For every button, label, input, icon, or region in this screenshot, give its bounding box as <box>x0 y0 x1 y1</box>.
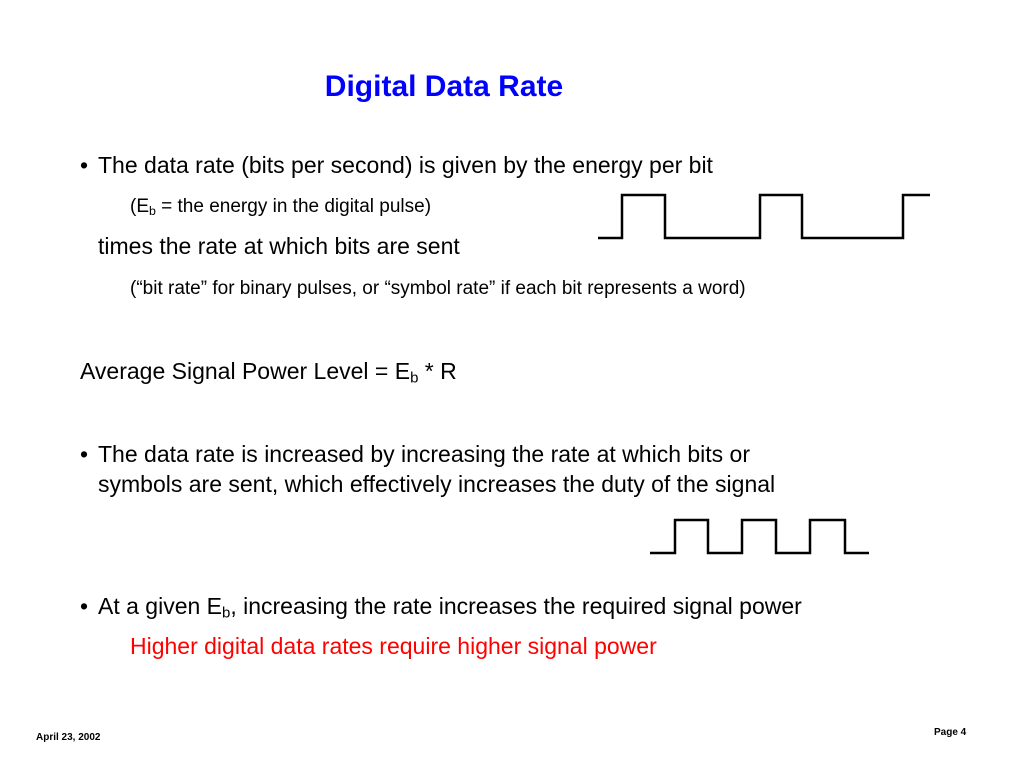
bullet-3-subscript: b <box>222 604 231 622</box>
formula-prefix: Average Signal Power Level = E <box>80 358 411 384</box>
footer-page-number: Page 4 <box>934 727 967 738</box>
bit-rate-note: (“bit rate” for binary pulses, or “symbol rate” if each bit represents a word) <box>130 278 746 299</box>
eb-note-open: (E <box>130 196 149 217</box>
bullet-3-line-1 <box>80 593 802 622</box>
bullet-2-text-1: The data rate is increased by increasing the rate at which bits or <box>98 441 751 467</box>
eb-note-subscript: b <box>149 204 156 219</box>
bullet-3-text <box>98 593 802 620</box>
bullet-3-prefix: At a given E <box>98 593 223 619</box>
bullet-1-text: The data rate (bits per second) is given by the energy per bit <box>98 152 713 178</box>
fast-pulse-line <box>650 520 869 553</box>
bullet-mark: • <box>80 441 89 467</box>
formula-subscript: b <box>410 369 419 387</box>
eb-note-rest: = the energy in the digital pulse) <box>155 196 432 217</box>
bullet-3-suffix: , increasing the rate increases the required signal power <box>230 593 802 619</box>
bullet-mark: • <box>80 152 89 178</box>
bullet-2-line-2: symbols are sent, which effectively increases the duty of the signal <box>98 471 776 497</box>
bullet-mark: • <box>80 593 89 619</box>
conclusion-text: Higher digital data rates require higher signal power <box>130 633 657 659</box>
bullet-1-line-3: times the rate at which bits are sent <box>98 233 460 259</box>
slide-title: Digital Data Rate <box>324 70 564 103</box>
footer-date: April 23, 2002 <box>36 732 101 743</box>
formula-suffix: * R <box>418 358 457 384</box>
